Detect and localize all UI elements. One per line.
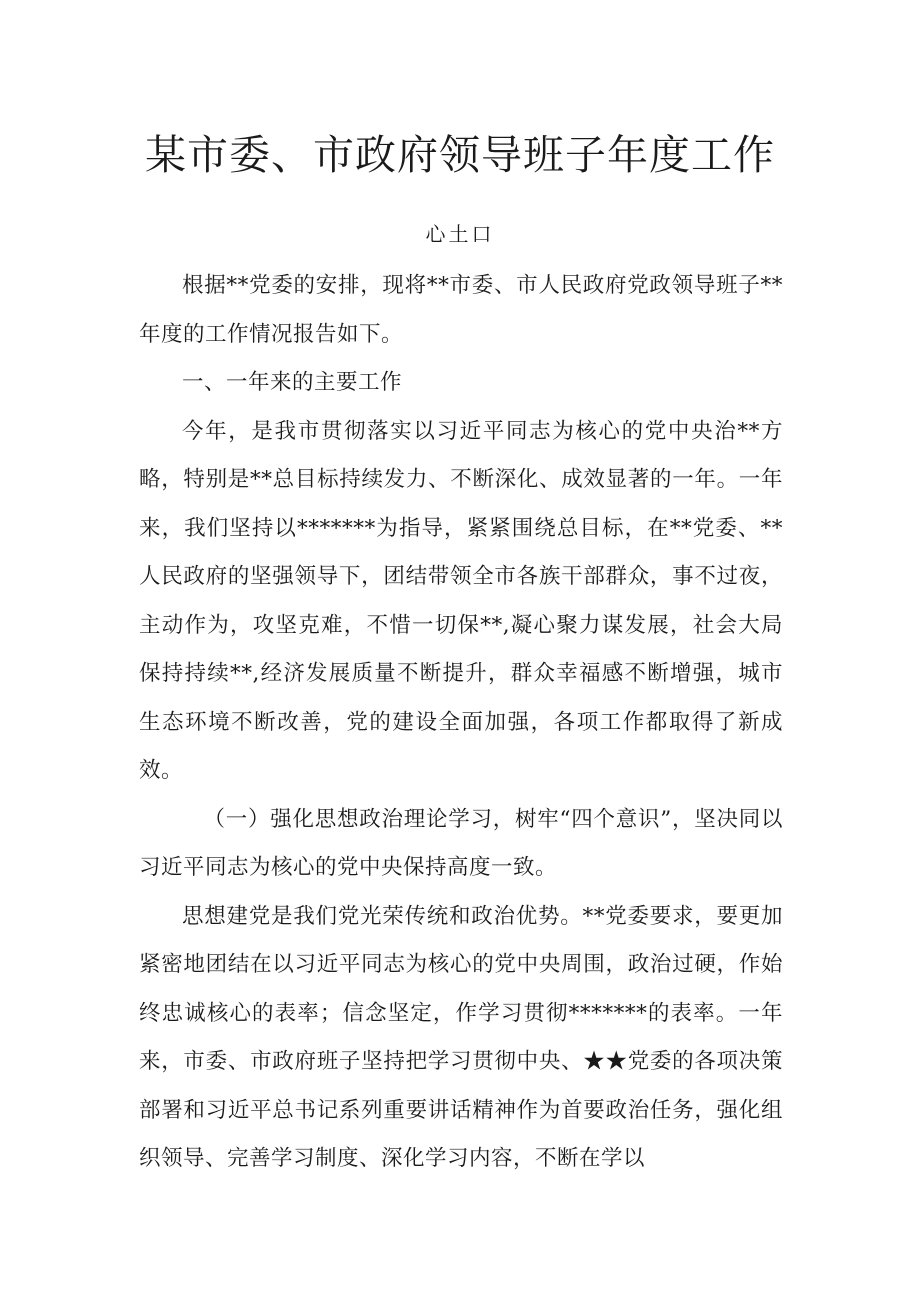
section-heading-main-work: 一、一年来的主要工作	[182, 370, 403, 395]
subsection-heading-political-study: （一）强化思想政治理论学习，树牢“四个意识”，坚决同以习近平同志为核心的党中央保持高度一致。	[139, 806, 783, 880]
document-title: 某市委、市政府领导班子年度工作	[145, 131, 775, 179]
document-body	[139, 262, 783, 1184]
document-subtitle: 心土口	[425, 222, 495, 246]
paragraph-overview: 今年，是我市贯彻落实以习近平同志为核心的党中央治**方略，特别是**总目标持续发力、不断深化、成效显著的一年。一年来，我们坚持以*******为指导，紧紧围绕总目标，在**党委、**人民政府的坚强领导下，团结带领全市各族干部群众，事不过夜，主动作为，攻坚克难，不惜一切保**,凝心聚力谋发展，社会大局保持持续**,经济发展质量不断提升，群众幸福感不断增强，城市生态环境不断改善，党的建设全面加强，各项工作都取得了新成效。	[139, 418, 783, 783]
paragraph-intro: 根据**党委的安排，现将**市委、市人民政府党政领导班子**年度的工作情况报告如下。	[139, 273, 783, 347]
paragraph-party-building: 思想建党是我们党光荣传统和政治优势。**党委要求，要更加紧密地团结在以习近平同志为核心的党中央周围，政治过硬，作始终忠诚核心的表率；信念坚定，作学习贯彻*******的表率。一年来，市委、市政府班子坚持把学习贯彻中央、★★党委的各项决策部署和习近平总书记系列重要讲话精神作为首要政治任务，强化组织领导、完善学习制度、深化学习内容，不断在学以	[139, 903, 783, 1171]
